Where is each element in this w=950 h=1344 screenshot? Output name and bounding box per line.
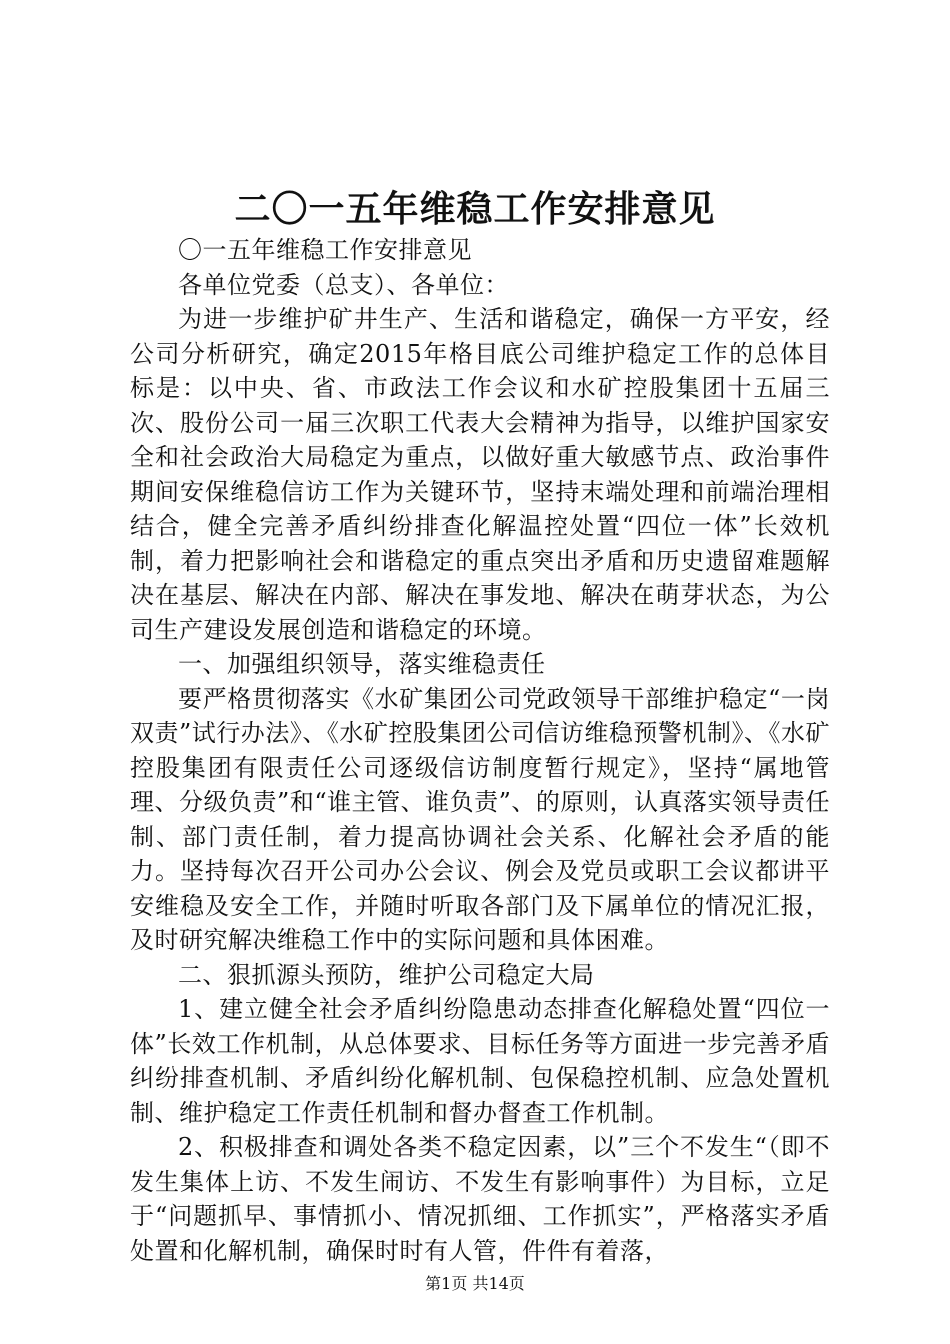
paragraph-salutation: 各单位党委（总支）、各单位： (178, 270, 509, 299)
section-heading-1: 一、加强组织领导，落实维稳责任 (178, 650, 546, 678)
document-title: 二〇一五年维稳工作安排意见 (234, 188, 716, 230)
paragraph-overall-goal: 为进一步维护矿井生产、生活和谐稳定，确保一方平安，经公司分析研究，确定2015年格目底公司维护稳定工作的总体目标是：以中央、省、市政法工作会议和水矿控股集团十五届三次、股份公司一届三次职工代表大会精神为指导，以维护国家安全和社会政治大局稳定为重点，以做好重大敏感节点、政治事件期间安保维稳信访工作为关键环节，坚持末端处理和前端治理相结合，健全完善矛盾纠纷排查化解温控处置“四位一体”长效机制，着力把影响社会和谐稳定的重点突出矛盾和历史遗留难题解决在基层、解决在内部、解决在事发地、解决在萌芽状态，为公司生产建设发展创造和谐稳定的环境。 (130, 305, 830, 644)
paragraph-heading-repeat: 〇一五年维稳工作安排意见 (178, 236, 472, 264)
page-number-footer: 第1页 共14页 (425, 1274, 525, 1293)
document-body (130, 233, 830, 1268)
section-heading-2: 二、狠抓源头预防，维护公司稳定大局 (178, 960, 595, 989)
paragraph-item-2: 2、积极排查和调处各类不稳定因素，以”三个不发生“（即不发生集体上访、不发生闹访、不发生有影响事件）为目标，立足于“问题抓早、事情抓小、情况抓细、工作抓实”，严格落实矛盾处置和化解机制，确保时时有人管，件件有着落， (130, 1133, 830, 1265)
paragraph-item-1: 1、建立健全社会矛盾纠纷隐患动态排查化解稳处置“四位一体”长效工作机制，从总体要求、目标任务等方面进一步完善矛盾纠纷排查机制、矛盾纠纷化解机制、包保稳控机制、应急处置机制、维护稳定工作责任机制和督办督查工作机制。 (130, 995, 830, 1127)
paragraph-section-1: 要严格贯彻落实《水矿集团公司党政领导干部维护稳定“一岗双责”试行办法》、《水矿控股集团公司信访维稳预警机制》、《水矿控股集团有限责任公司逐级信访制度暂行规定》，坚持“属地管理、分级负责”和“谁主管、谁负责”、的原则，认真落实领导责任制、部门责任制，着力提高协调社会关系、化解社会矛盾的能力。坚持每次召开公司办公会议、例会及党员或职工会议都讲平安维稳及安全工作，并随时听取各部门及下属单位的情况汇报，及时研究解决维稳工作中的实际问题和具体困难。 (130, 684, 830, 954)
